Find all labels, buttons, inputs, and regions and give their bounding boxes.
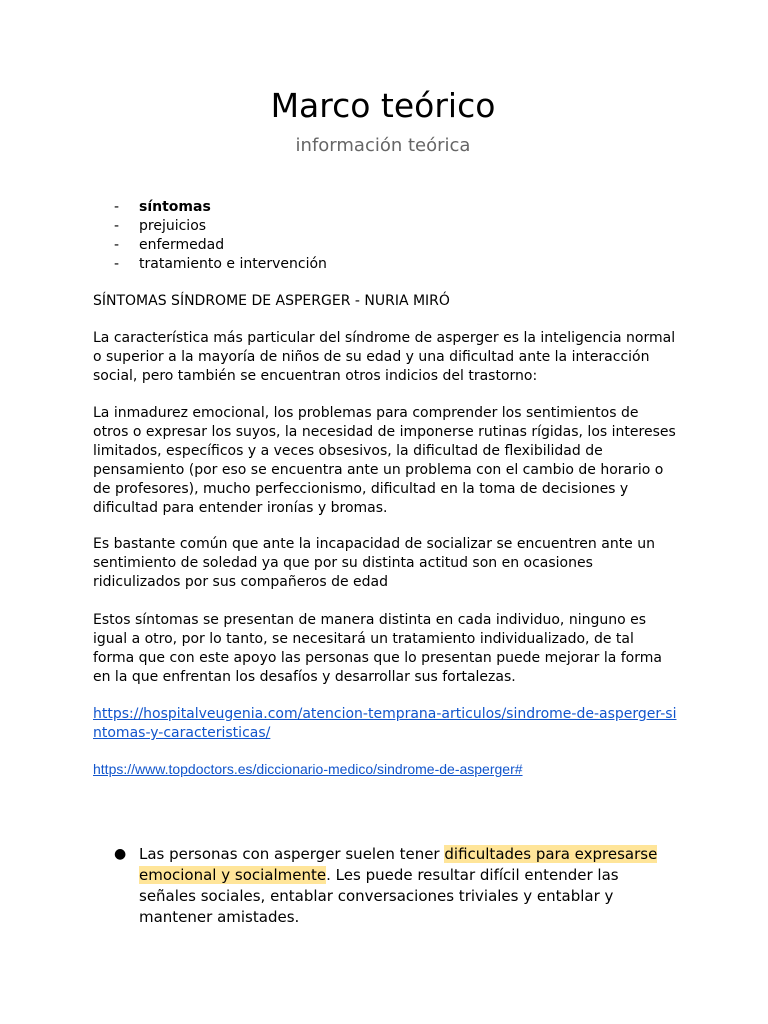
topic-item [114, 217, 327, 236]
bullet-list [114, 844, 674, 928]
highlighted-text: dificultades para expresarse emocional y socialmente [139, 845, 658, 884]
bullet-item [114, 844, 674, 928]
dash-marker: - [114, 218, 120, 234]
paragraph: La inmadurez emocional, los problemas para comprender los sentimientos de otros o expresar los suyos, la necesidad de imponerse rutinas rígidas, los intereses limitados, específicos y a veces obsesivos, la dificultad de flexibilidad de pensamiento (por eso se encuentra ante un problema con el cambio de horario o de profesores), mucho perfeccionismo, dificultad en la toma de decisiones y dificultad para entender ironías y bromas. [93, 405, 676, 516]
topic-label: enfermedad [139, 237, 225, 253]
document-title: Marco teórico [270, 86, 496, 125]
paragraph: Estos síntomas se presentan de manera distinta en cada individuo, ninguno es igual a otro, por lo tanto, se necesitará un tratamiento individualizado, de tal forma que con este apoyo las personas que lo presentan puede mejorar la forma en la que enfrentan los desafíos y desarrollar sus fortalezas. [93, 612, 662, 685]
dash-marker: - [114, 199, 120, 215]
topic-item [114, 255, 327, 274]
bullet-text-start: Las personas con asperger suelen tener [139, 845, 445, 863]
topic-label: síntomas [139, 199, 211, 215]
topics-list [114, 198, 327, 274]
topic-label: prejuicios [139, 218, 207, 234]
paragraph: La característica más particular del síndrome de asperger es la inteligencia normal o superior a la mayoría de niños de su edad y una dificultad ante la interacción social, pero también se encuentran otros indicios del trastorno: [93, 330, 676, 384]
topic-item [114, 236, 327, 255]
document-subtitle: información teórica [295, 135, 471, 156]
paragraph: Es bastante común que ante la incapacidad de socializar se encuentren ante un sentimiento de soledad ya que por su distinta actitud son en ocasiones ridiculizados por sus compañeros de edad [93, 536, 655, 590]
section-heading: SÍNTOMAS SÍNDROME DE ASPERGER - NURIA MIRÓ [93, 293, 450, 309]
bullet-text-end: . Les puede resultar difícil entender las señales sociales, entablar conversaciones triviales y entablar y mantener amistades. [139, 866, 619, 926]
topic-label: tratamiento e intervención [139, 256, 327, 272]
source-link[interactable]: https://hospitalveugenia.com/atencion-temprana-articulos/sindrome-de-asperger-sintomas-y-caracteristicas/ [93, 706, 677, 741]
bullet-marker: ● [114, 846, 127, 862]
source-link[interactable]: https://www.topdoctors.es/diccionario-medico/sindrome-de-asperger# [93, 761, 523, 777]
dash-marker: - [114, 237, 120, 253]
topic-item [114, 198, 327, 217]
dash-marker: - [114, 256, 120, 272]
